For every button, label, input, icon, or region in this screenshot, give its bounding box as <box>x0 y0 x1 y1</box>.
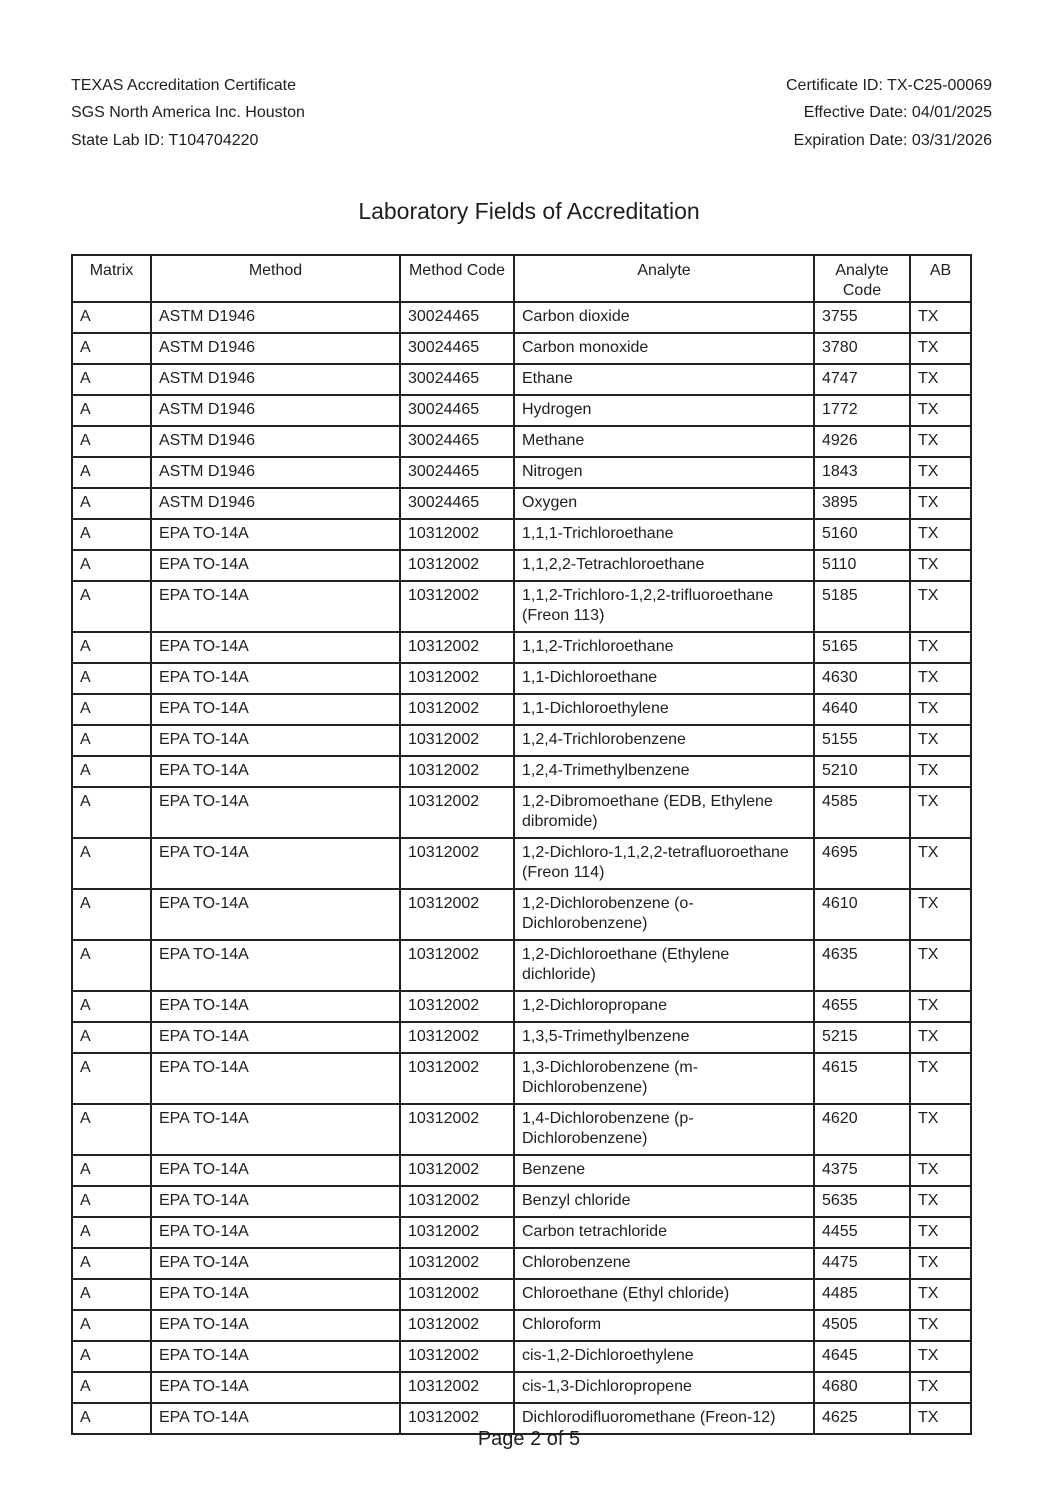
analyte-code-cell: 4695 <box>814 838 910 889</box>
table-row <box>72 457 971 488</box>
method-code-cell: 10312002 <box>400 1104 514 1155</box>
ab-cell: TX <box>910 1372 971 1403</box>
matrix-cell: A <box>72 991 151 1022</box>
method-cell: EPA TO-14A <box>151 1341 400 1372</box>
table-row <box>72 756 971 787</box>
lab-name: SGS North America Inc. Houston <box>71 104 305 121</box>
ab-cell: TX <box>910 632 971 663</box>
analyte-code-cell: 4620 <box>814 1104 910 1155</box>
method-code-cell: 10312002 <box>400 787 514 838</box>
method-cell: EPA TO-14A <box>151 756 400 787</box>
matrix-cell: A <box>72 302 151 333</box>
analyte-cell: Chloroform <box>514 1310 814 1341</box>
analyte-cell: cis-1,3-Dichloropropene <box>514 1372 814 1403</box>
matrix-cell: A <box>72 426 151 457</box>
column-header: Analyte <box>514 255 814 302</box>
method-cell: EPA TO-14A <box>151 991 400 1022</box>
method-cell: ASTM D1946 <box>151 364 400 395</box>
method-cell: EPA TO-14A <box>151 1248 400 1279</box>
method-code-cell: 10312002 <box>400 1053 514 1104</box>
ab-cell: TX <box>910 1155 971 1186</box>
method-code-cell: 30024465 <box>400 333 514 364</box>
page-number: Page 2 of 5 <box>477 1428 581 1450</box>
analyte-code-cell: 5185 <box>814 581 910 632</box>
method-code-cell: 10312002 <box>400 694 514 725</box>
method-cell: ASTM D1946 <box>151 302 400 333</box>
analyte-cell: cis-1,2-Dichloroethylene <box>514 1341 814 1372</box>
table-row <box>72 581 971 632</box>
method-code-cell: 10312002 <box>400 889 514 940</box>
method-cell: ASTM D1946 <box>151 488 400 519</box>
method-code-cell: 30024465 <box>400 364 514 395</box>
ab-cell: TX <box>910 1104 971 1155</box>
analyte-code-cell: 4375 <box>814 1155 910 1186</box>
analyte-code-cell: 5155 <box>814 725 910 756</box>
analyte-code-cell: 5160 <box>814 519 910 550</box>
analyte-cell: Oxygen <box>514 488 814 519</box>
analyte-cell: 1,2-Dichloro-1,1,2,2-tetrafluoroethane (Freon 114) <box>514 838 814 889</box>
method-code-cell: 10312002 <box>400 1248 514 1279</box>
column-header: Analyte Code <box>814 255 910 302</box>
analyte-code-cell: 4747 <box>814 364 910 395</box>
analyte-code-cell: 5635 <box>814 1186 910 1217</box>
table-row <box>72 632 971 663</box>
analyte-code-cell: 4926 <box>814 426 910 457</box>
analyte-code-cell: 4640 <box>814 694 910 725</box>
analyte-cell: Carbon tetrachloride <box>514 1217 814 1248</box>
method-code-cell: 10312002 <box>400 519 514 550</box>
method-code-cell: 10312002 <box>400 756 514 787</box>
analyte-cell: 1,3-Dichlorobenzene (m-Dichlorobenzene) <box>514 1053 814 1104</box>
table-row <box>72 1310 971 1341</box>
analyte-code-cell: 4475 <box>814 1248 910 1279</box>
method-code-cell: 30024465 <box>400 426 514 457</box>
table-row <box>72 991 971 1022</box>
method-code-cell: 10312002 <box>400 725 514 756</box>
table-row <box>72 1372 971 1403</box>
table-row <box>72 1341 971 1372</box>
analyte-code-cell: 4680 <box>814 1372 910 1403</box>
table-row <box>72 838 971 889</box>
table-row <box>72 395 971 426</box>
ab-cell: TX <box>910 663 971 694</box>
method-code-cell: 10312002 <box>400 940 514 991</box>
method-code-cell: 10312002 <box>400 581 514 632</box>
table-row <box>72 1248 971 1279</box>
matrix-cell: A <box>72 756 151 787</box>
ab-cell: TX <box>910 940 971 991</box>
method-cell: EPA TO-14A <box>151 1186 400 1217</box>
state-lab-id: State Lab ID: T104704220 <box>71 132 259 149</box>
matrix-cell: A <box>72 1279 151 1310</box>
table-body <box>72 302 971 1434</box>
method-code-cell: 10312002 <box>400 1155 514 1186</box>
matrix-cell: A <box>72 1022 151 1053</box>
analyte-code-cell: 1772 <box>814 395 910 426</box>
expiration-date: Expiration Date: 03/31/2026 <box>793 132 992 149</box>
method-code-cell: 30024465 <box>400 395 514 426</box>
matrix-cell: A <box>72 838 151 889</box>
matrix-cell: A <box>72 1217 151 1248</box>
ab-cell: TX <box>910 364 971 395</box>
matrix-cell: A <box>72 663 151 694</box>
method-code-cell: 10312002 <box>400 991 514 1022</box>
matrix-cell: A <box>72 550 151 581</box>
ab-cell: TX <box>910 302 971 333</box>
ab-cell: TX <box>910 1053 971 1104</box>
analyte-cell: 1,2,4-Trichlorobenzene <box>514 725 814 756</box>
analyte-code-cell: 5215 <box>814 1022 910 1053</box>
table-row <box>72 889 971 940</box>
ab-cell: TX <box>910 550 971 581</box>
method-code-cell: 10312002 <box>400 1022 514 1053</box>
matrix-cell: A <box>72 581 151 632</box>
analyte-code-cell: 5210 <box>814 756 910 787</box>
analyte-cell: Benzene <box>514 1155 814 1186</box>
method-cell: EPA TO-14A <box>151 787 400 838</box>
analyte-cell: Hydrogen <box>514 395 814 426</box>
analyte-cell: 1,1,2,2-Tetrachloroethane <box>514 550 814 581</box>
analyte-code-cell: 4615 <box>814 1053 910 1104</box>
analyte-cell: Carbon monoxide <box>514 333 814 364</box>
method-code-cell: 10312002 <box>400 1372 514 1403</box>
table-row <box>72 1217 971 1248</box>
table-row <box>72 663 971 694</box>
column-header: Method Code <box>400 255 514 302</box>
matrix-cell: A <box>72 1104 151 1155</box>
table-row <box>72 1155 971 1186</box>
matrix-cell: A <box>72 1248 151 1279</box>
analyte-cell: 1,2,4-Trimethylbenzene <box>514 756 814 787</box>
ab-cell: TX <box>910 426 971 457</box>
method-cell: EPA TO-14A <box>151 694 400 725</box>
method-cell: EPA TO-14A <box>151 581 400 632</box>
method-cell: ASTM D1946 <box>151 333 400 364</box>
matrix-cell: A <box>72 519 151 550</box>
analyte-code-cell: 4455 <box>814 1217 910 1248</box>
ab-cell: TX <box>910 395 971 426</box>
table-row <box>72 725 971 756</box>
ab-cell: TX <box>910 488 971 519</box>
analyte-cell: Carbon dioxide <box>514 302 814 333</box>
method-cell: EPA TO-14A <box>151 663 400 694</box>
method-cell: EPA TO-14A <box>151 889 400 940</box>
analyte-code-cell: 4645 <box>814 1341 910 1372</box>
ab-cell: TX <box>910 457 971 488</box>
method-cell: EPA TO-14A <box>151 940 400 991</box>
analyte-cell: 1,1-Dichloroethane <box>514 663 814 694</box>
matrix-cell: A <box>72 1186 151 1217</box>
analyte-code-cell: 4505 <box>814 1310 910 1341</box>
matrix-cell: A <box>72 725 151 756</box>
analyte-code-cell: 3755 <box>814 302 910 333</box>
ab-cell: TX <box>910 694 971 725</box>
method-code-cell: 30024465 <box>400 488 514 519</box>
method-code-cell: 10312002 <box>400 1403 514 1434</box>
table-row <box>72 1022 971 1053</box>
analyte-cell: 1,2-Dibromoethane (EDB, Ethylene dibromide) <box>514 787 814 838</box>
ab-cell: TX <box>910 1217 971 1248</box>
certificate-id: Certificate ID: TX-C25-00069 <box>785 77 992 94</box>
analyte-cell: 1,1,1-Trichloroethane <box>514 519 814 550</box>
ab-cell: TX <box>910 838 971 889</box>
table-row <box>72 364 971 395</box>
method-code-cell: 10312002 <box>400 550 514 581</box>
method-cell: EPA TO-14A <box>151 1279 400 1310</box>
method-cell: EPA TO-14A <box>151 1053 400 1104</box>
analyte-code-cell: 3895 <box>814 488 910 519</box>
ab-cell: TX <box>910 991 971 1022</box>
column-header: AB <box>910 255 971 302</box>
matrix-cell: A <box>72 333 151 364</box>
matrix-cell: A <box>72 889 151 940</box>
table-row <box>72 550 971 581</box>
analyte-cell: 1,2-Dichloroethane (Ethylene dichloride) <box>514 940 814 991</box>
ab-cell: TX <box>910 519 971 550</box>
table-row <box>72 787 971 838</box>
analyte-cell: Chlorobenzene <box>514 1248 814 1279</box>
table-row <box>72 940 971 991</box>
analyte-code-cell: 1843 <box>814 457 910 488</box>
method-cell: EPA TO-14A <box>151 1403 400 1434</box>
analyte-cell: 1,1,2-Trichloro-1,2,2-trifluoroethane (Freon 113) <box>514 581 814 632</box>
analyte-code-cell: 5165 <box>814 632 910 663</box>
method-code-cell: 10312002 <box>400 838 514 889</box>
method-code-cell: 10312002 <box>400 1279 514 1310</box>
method-cell: EPA TO-14A <box>151 1310 400 1341</box>
analyte-code-cell: 4625 <box>814 1403 910 1434</box>
matrix-cell: A <box>72 395 151 426</box>
ab-cell: TX <box>910 1279 971 1310</box>
analyte-cell: 1,2-Dichloropropane <box>514 991 814 1022</box>
table-row <box>72 519 971 550</box>
ab-cell: TX <box>910 1310 971 1341</box>
method-cell: EPA TO-14A <box>151 519 400 550</box>
method-cell: EPA TO-14A <box>151 632 400 663</box>
method-cell: ASTM D1946 <box>151 457 400 488</box>
matrix-cell: A <box>72 1341 151 1372</box>
table-row <box>72 333 971 364</box>
table-row <box>72 426 971 457</box>
method-cell: ASTM D1946 <box>151 395 400 426</box>
matrix-cell: A <box>72 940 151 991</box>
analyte-code-cell: 4630 <box>814 663 910 694</box>
matrix-cell: A <box>72 1310 151 1341</box>
table-row <box>72 302 971 333</box>
analyte-code-cell: 4635 <box>814 940 910 991</box>
ab-cell: TX <box>910 1341 971 1372</box>
table-row <box>72 694 971 725</box>
analyte-code-cell: 4485 <box>814 1279 910 1310</box>
effective-date: Effective Date: 04/01/2025 <box>803 104 992 121</box>
matrix-cell: A <box>72 488 151 519</box>
analyte-cell: Chloroethane (Ethyl chloride) <box>514 1279 814 1310</box>
analyte-code-cell: 4585 <box>814 787 910 838</box>
method-cell: EPA TO-14A <box>151 1022 400 1053</box>
ab-cell: TX <box>910 333 971 364</box>
method-code-cell: 10312002 <box>400 1341 514 1372</box>
column-header: Matrix <box>72 255 151 302</box>
table-header-row <box>72 255 971 302</box>
matrix-cell: A <box>72 694 151 725</box>
method-cell: ASTM D1946 <box>151 426 400 457</box>
table-row <box>72 1053 971 1104</box>
method-cell: EPA TO-14A <box>151 725 400 756</box>
method-code-cell: 10312002 <box>400 663 514 694</box>
method-cell: EPA TO-14A <box>151 1155 400 1186</box>
analyte-cell: Nitrogen <box>514 457 814 488</box>
analyte-cell: Methane <box>514 426 814 457</box>
certificate-title: TEXAS Accreditation Certificate <box>71 77 296 94</box>
analyte-code-cell: 3780 <box>814 333 910 364</box>
matrix-cell: A <box>72 1155 151 1186</box>
matrix-cell: A <box>72 457 151 488</box>
matrix-cell: A <box>72 1372 151 1403</box>
analyte-cell: Benzyl chloride <box>514 1186 814 1217</box>
ab-cell: TX <box>910 581 971 632</box>
page-title: Laboratory Fields of Accreditation <box>358 198 700 224</box>
analyte-cell: 1,1-Dichloroethylene <box>514 694 814 725</box>
method-code-cell: 10312002 <box>400 632 514 663</box>
matrix-cell: A <box>72 1403 151 1434</box>
column-header: Method <box>151 255 400 302</box>
method-code-cell: 10312002 <box>400 1217 514 1248</box>
method-cell: EPA TO-14A <box>151 1372 400 1403</box>
analyte-cell: 1,4-Dichlorobenzene (p-Dichlorobenzene) <box>514 1104 814 1155</box>
ab-cell: TX <box>910 1248 971 1279</box>
matrix-cell: A <box>72 1053 151 1104</box>
matrix-cell: A <box>72 787 151 838</box>
matrix-cell: A <box>72 632 151 663</box>
analyte-cell: Dichlorodifluoromethane (Freon-12) <box>514 1403 814 1434</box>
analyte-code-cell: 4655 <box>814 991 910 1022</box>
ab-cell: TX <box>910 756 971 787</box>
accreditation-table <box>71 254 972 1435</box>
analyte-code-cell: 5110 <box>814 550 910 581</box>
ab-cell: TX <box>910 1403 971 1434</box>
method-cell: EPA TO-14A <box>151 1104 400 1155</box>
table-row <box>72 1104 971 1155</box>
method-code-cell: 10312002 <box>400 1310 514 1341</box>
analyte-cell: 1,3,5-Trimethylbenzene <box>514 1022 814 1053</box>
method-cell: EPA TO-14A <box>151 838 400 889</box>
ab-cell: TX <box>910 787 971 838</box>
ab-cell: TX <box>910 1022 971 1053</box>
analyte-cell: 1,2-Dichlorobenzene (o-Dichlorobenzene) <box>514 889 814 940</box>
analyte-cell: Ethane <box>514 364 814 395</box>
matrix-cell: A <box>72 364 151 395</box>
ab-cell: TX <box>910 725 971 756</box>
method-code-cell: 30024465 <box>400 457 514 488</box>
table-row <box>72 1279 971 1310</box>
table-row <box>72 488 971 519</box>
method-cell: EPA TO-14A <box>151 550 400 581</box>
analyte-cell: 1,1,2-Trichloroethane <box>514 632 814 663</box>
table-row <box>72 1186 971 1217</box>
ab-cell: TX <box>910 1186 971 1217</box>
method-cell: EPA TO-14A <box>151 1217 400 1248</box>
method-code-cell: 10312002 <box>400 1186 514 1217</box>
ab-cell: TX <box>910 889 971 940</box>
method-code-cell: 30024465 <box>400 302 514 333</box>
analyte-code-cell: 4610 <box>814 889 910 940</box>
